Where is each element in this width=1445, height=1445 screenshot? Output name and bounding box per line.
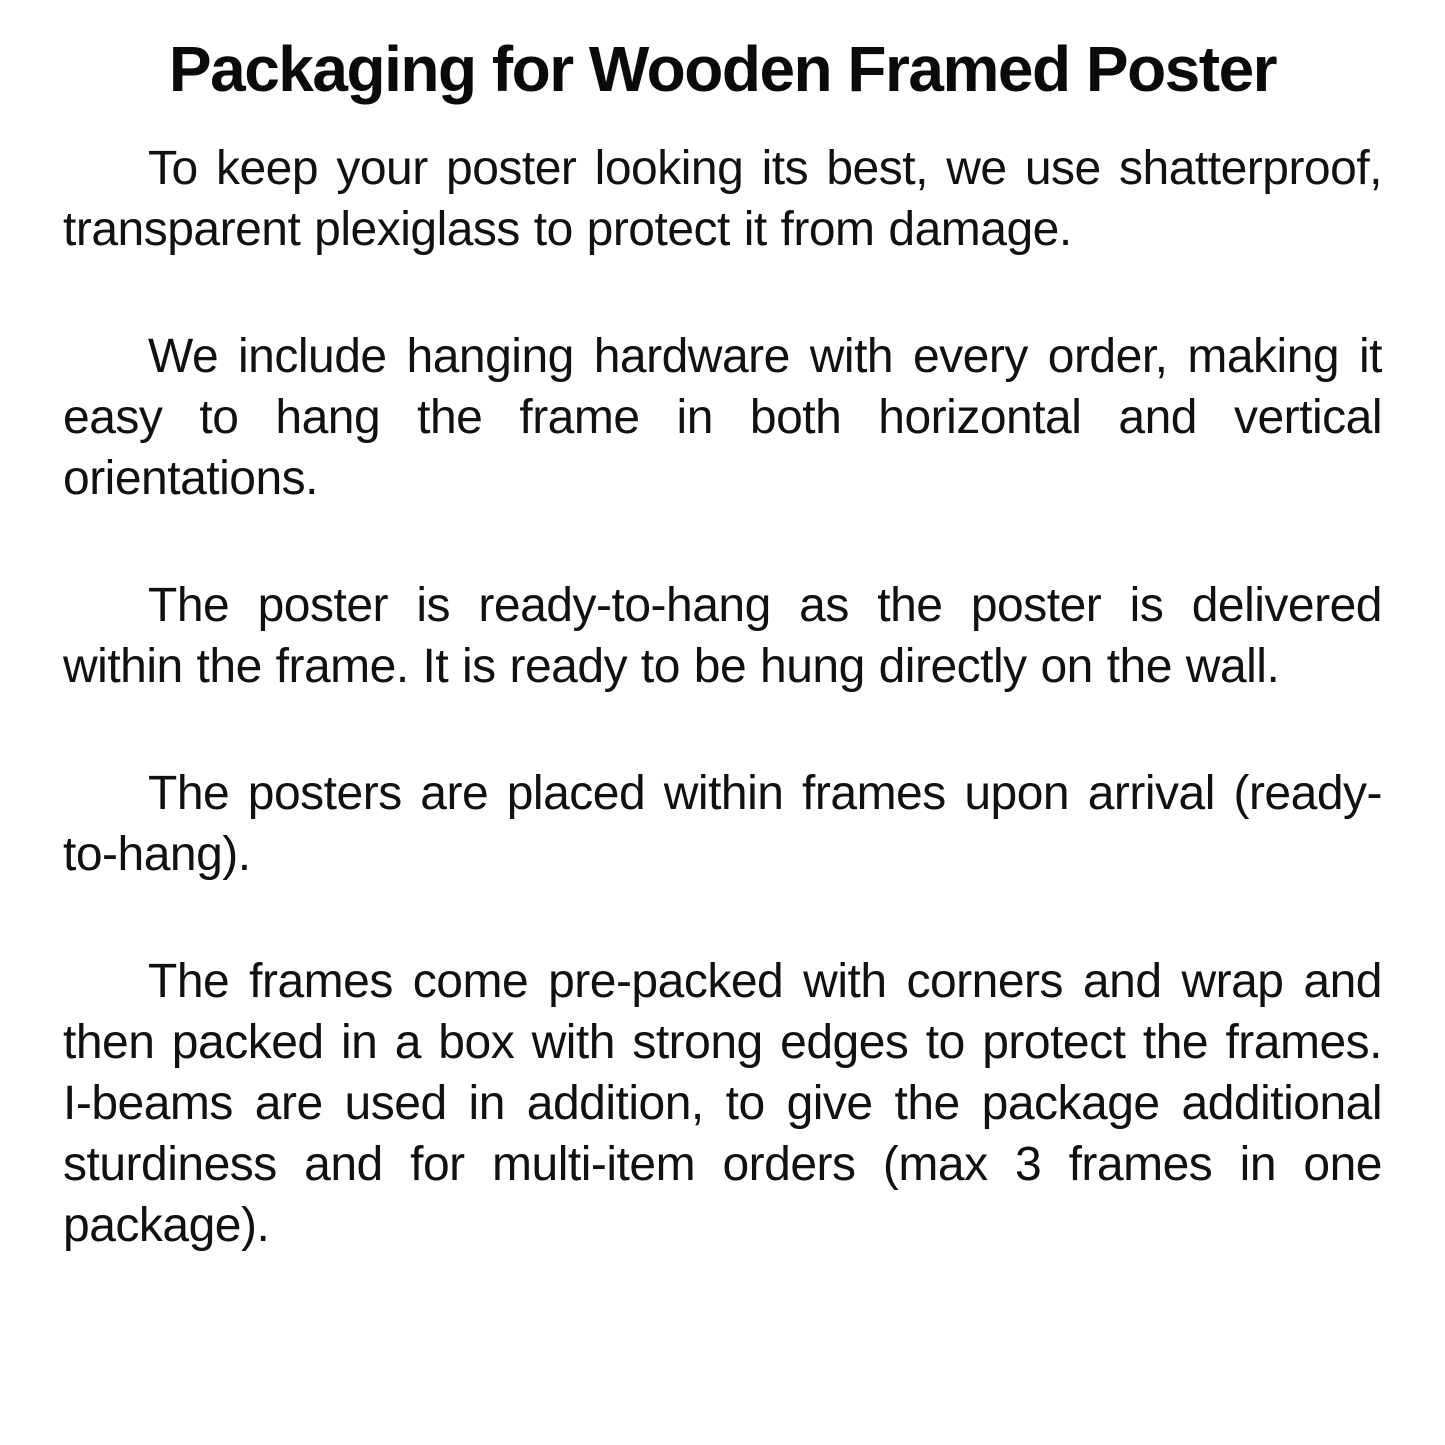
paragraph-plexiglass: To keep your poster looking its best, we use shatterproof, transparent plexiglass to protect it from damage. xyxy=(63,142,1382,256)
paragraph-frames-on-arrival: The posters are placed within frames upon arrival (ready-to-hang). xyxy=(63,767,1382,881)
paragraph-hanging-hardware: We include hanging hardware with every order, making it easy to hang the frame in both horizontal and vertical orientations. xyxy=(63,330,1382,505)
paragraph-packing-details: The frames come pre-packed with corners and wrap and then packed in a box with strong edges to protect the frames. I-beams are used in addition, to give the package additional sturdiness and for multi-item orders (max 3 frames in one package). xyxy=(63,955,1382,1252)
document-body xyxy=(63,138,1382,1256)
paragraph-ready-to-hang: The poster is ready-to-hang as the poster is delivered within the frame. It is ready to be hung directly on the wall. xyxy=(63,579,1382,693)
document-page xyxy=(0,34,1445,1445)
page-title: Packaging for Wooden Framed Poster xyxy=(168,33,1277,105)
